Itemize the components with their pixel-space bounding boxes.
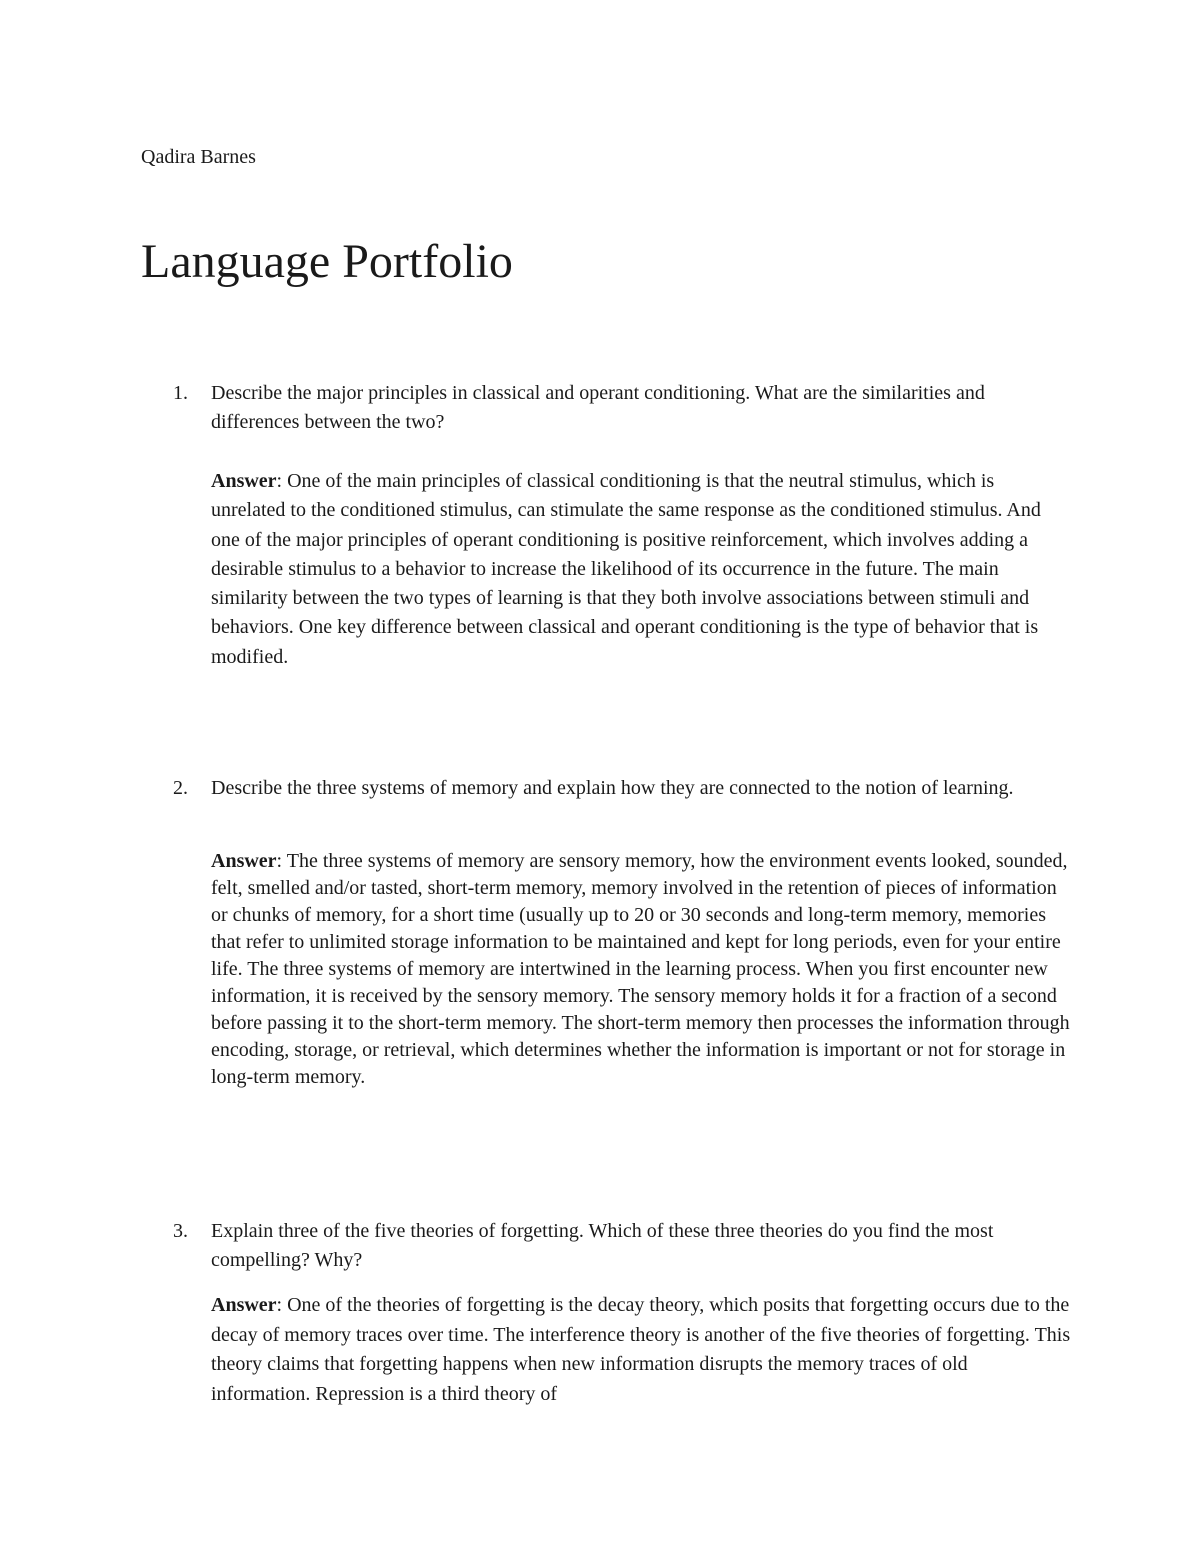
question-number: 2. [173,777,188,799]
answer-block [211,467,1071,672]
question-text: Describe the three systems of memory and explain how they are connected to the notion of learning. [211,777,1014,799]
answer-label: Answer [211,470,277,492]
question-number: 3. [173,1220,188,1242]
answer-block [211,1291,1071,1409]
answer-block [211,848,1071,1091]
answer-label: Answer [211,1294,277,1316]
question-number: 1. [173,382,188,404]
answer-text: : One of the theories of forgetting is the decay theory, which posits that forgetting occurs due to the decay of memory traces over time. The interference theory is another of the five theories of forgetting. This theory claims that forgetting happens when new information disrupts the memory traces of old information. Repression is a third theory of [211,1294,1071,1405]
answer-label: Answer [211,850,277,872]
answer-text: : The three systems of memory are sensory memory, how the environment events looked, sounded, felt, smelled and/or tasted, short-term memory, memory involved in the retention of pieces of information or chunks of memory, for a short time (usually up to 20 or 30 seconds and long-term memory, memories that refer to unlimited storage information to be maintained and kept for long periods, even for your entire life. The three systems of memory are intertwined in the learning process. When you first encounter new information, it is received by the sensory memory. The sensory memory holds it for a fraction of a second before passing it to the short-term memory. The short-term memory then processes the information through encoding, storage, or retrieval, which determines whether the information is important or not for storage in long-term memory. [211,850,1070,1088]
question-text: Explain three of the five theories of forgetting. Which of these three theories do you find the most compelling? Why? [211,1220,994,1272]
author-name: Qadira Barnes [141,146,256,168]
answer-text: : One of the main principles of classical conditioning is that the neutral stimulus, which is unrelated to the conditioned stimulus, can stimulate the same response as the conditioned stimulus. And one of the major principles of operant conditioning is positive reinforcement, which involves adding a desirable stimulus to a behavior to increase the likelihood of its occurrence in the future. The main similarity between the two types of learning is that they both involve associations between stimuli and behaviors. One key difference between classical and operant conditioning is the type of behavior that is modified. [211,470,1041,668]
page-title: Language Portfolio [141,235,513,288]
question-text: Describe the major principles in classical and operant conditioning. What are the similarities and differences between the two? [211,382,985,434]
